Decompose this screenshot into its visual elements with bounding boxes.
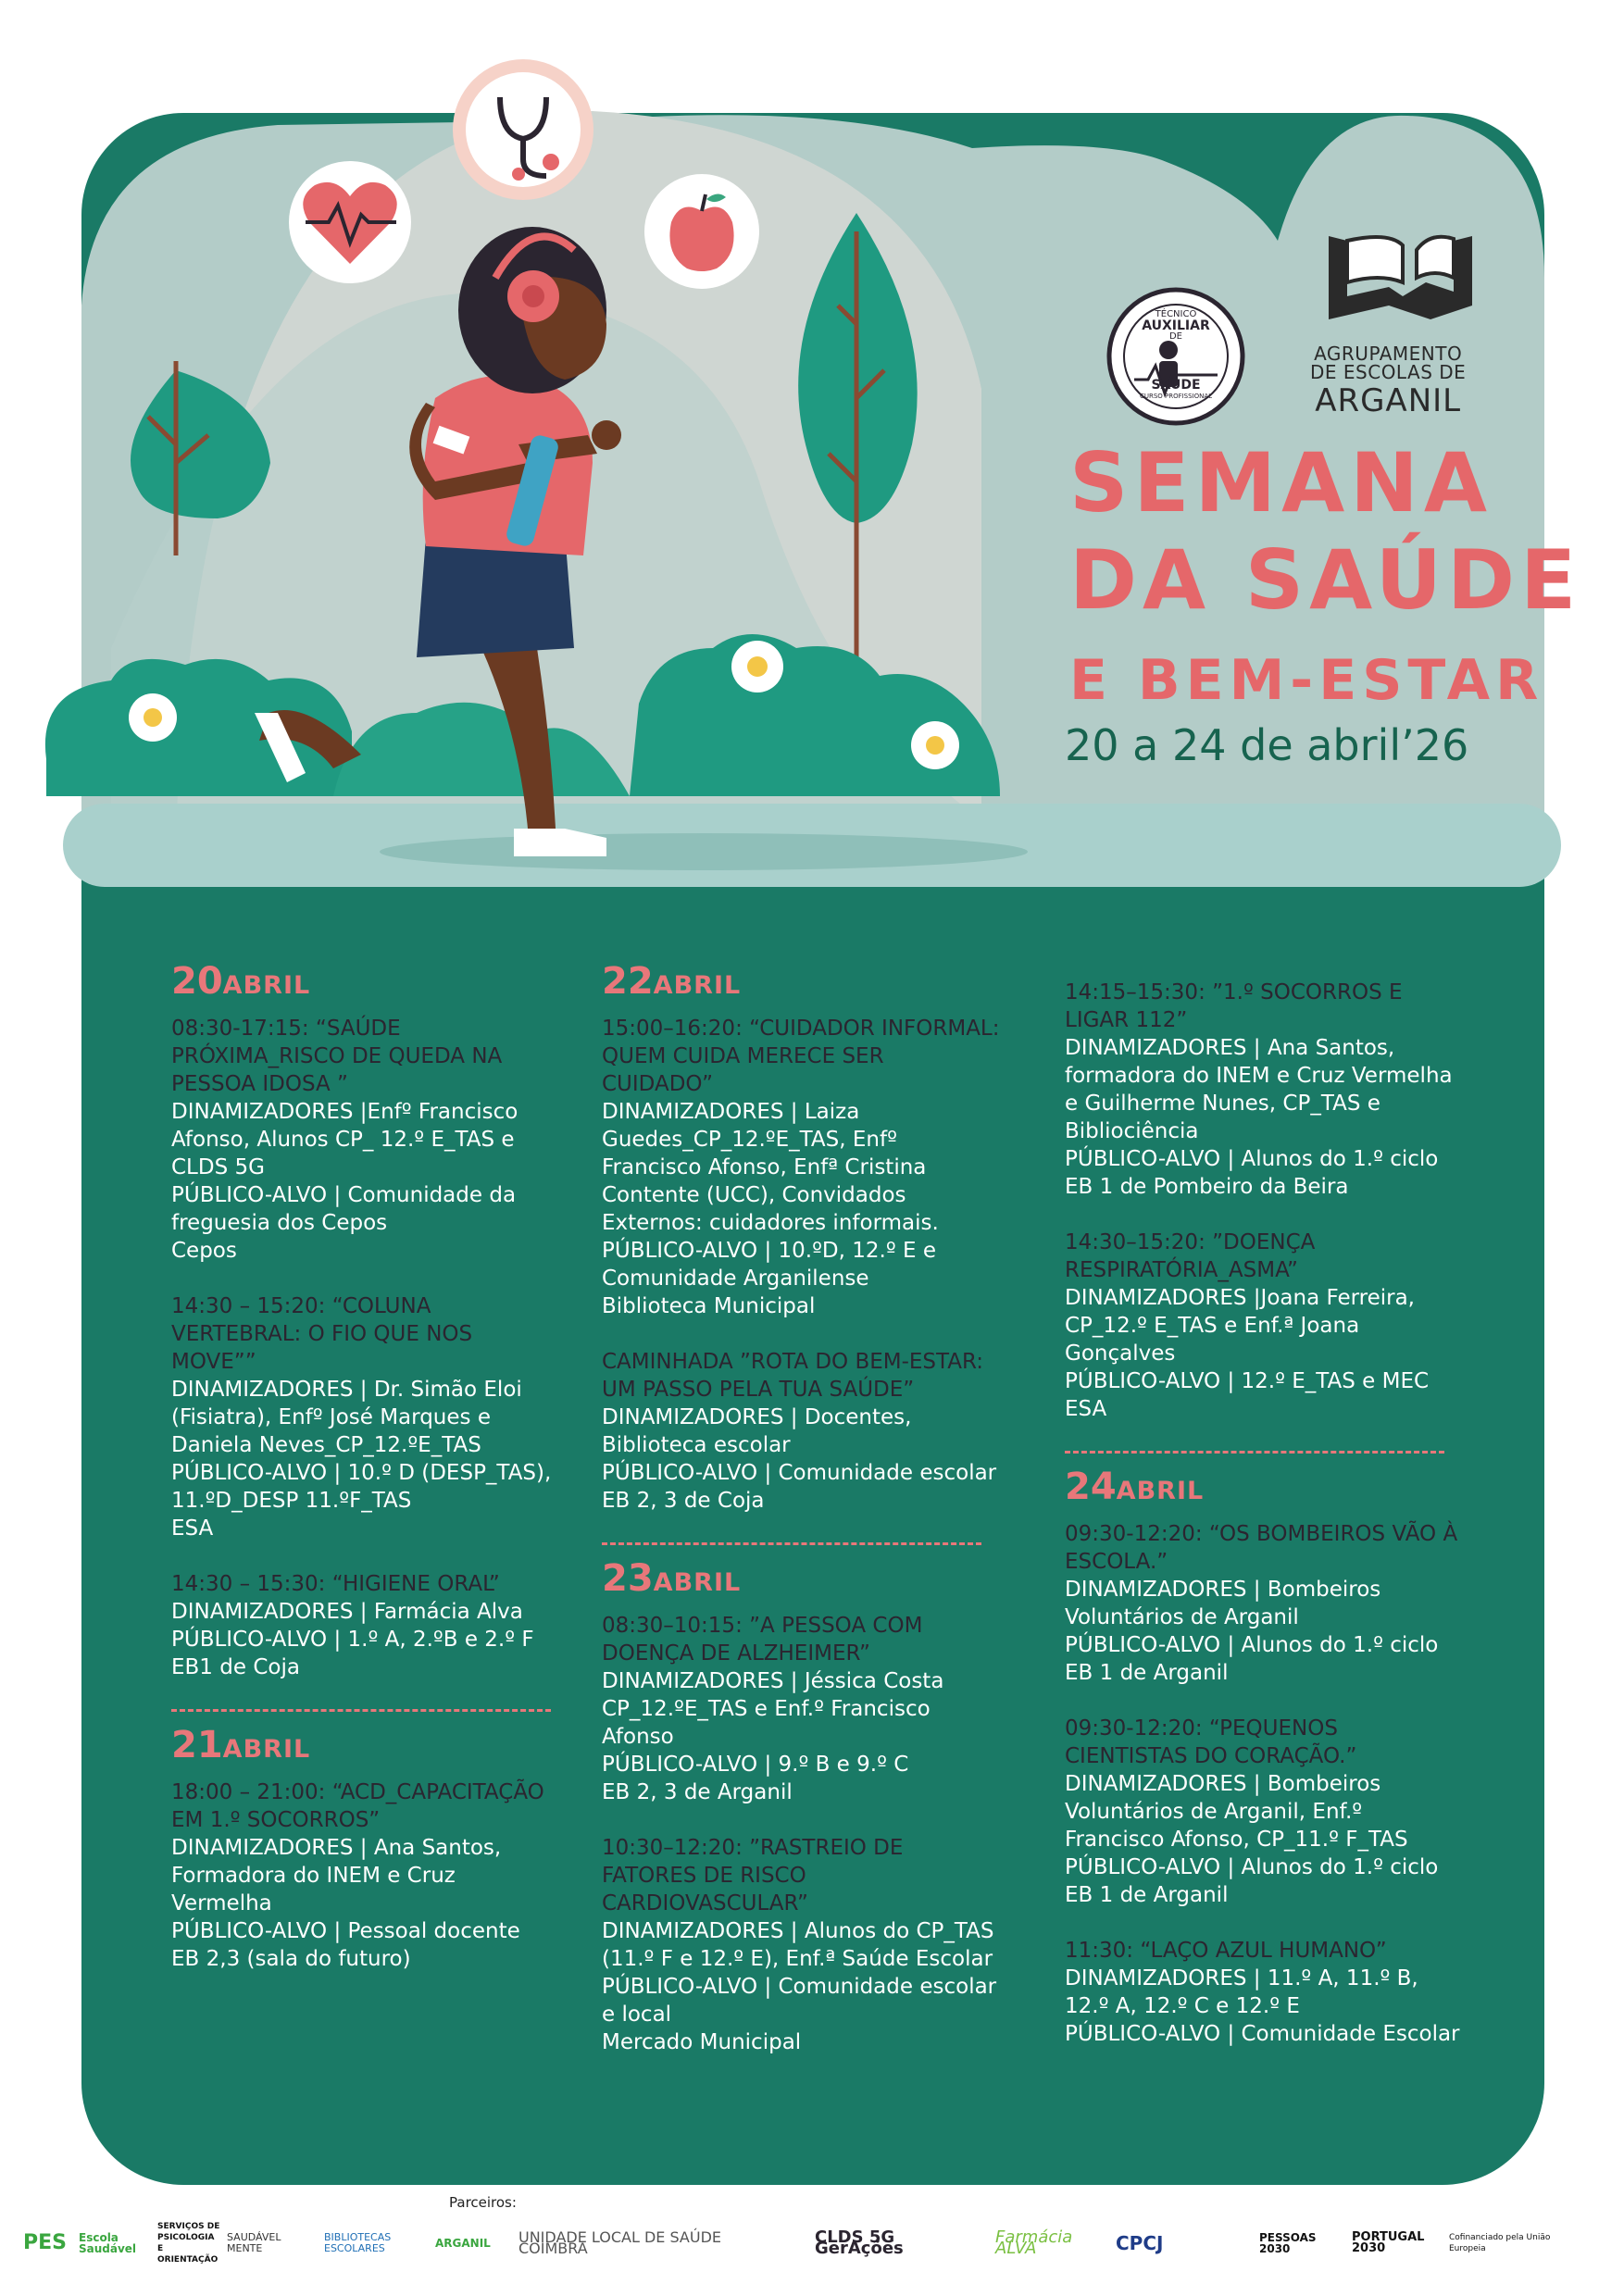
event-title: 09:30-12:20: “PEQUENOS CIENTISTAS DO CORAÇÃO.”	[1065, 1716, 1357, 1768]
partner-logo-text: BIBLIOTECAS ESCOLARES	[324, 2231, 392, 2254]
flower-right	[911, 721, 959, 769]
event-item	[1065, 979, 1463, 1201]
partner-logo-portugal2030	[1352, 2217, 1440, 2269]
partner-logo-text: PORTUGAL 2030	[1352, 2230, 1425, 2255]
badge-top: TÉCNICO	[1155, 309, 1197, 319]
day-heading	[171, 1724, 560, 1769]
event-title: 18:00 – 21:00: “ACD_CAPACITAÇÃO EM 1.º SOCORROS”	[171, 1780, 544, 1832]
event-detail: EB1 de Coja	[171, 1655, 300, 1679]
event-detail: DINAMIZADORES | Jéssica Costa CP_12.ºE_TAS e Enf.º Francisco Afonso	[602, 1669, 944, 1749]
event-detail: PÚBLICO-ALVO | Comunidade da freguesia dos Cepos	[171, 1183, 517, 1235]
partner-logo-pessoas2030	[1259, 2217, 1343, 2269]
path-shadow	[380, 833, 1028, 870]
badge-bottom: CURSO PROFISSIONAL	[1139, 393, 1213, 400]
event-detail: PÚBLICO-ALVO | Alunos do 1.º ciclo	[1065, 1633, 1439, 1657]
event-detail: DINAMIZADORES | Docentes, Biblioteca escolar	[602, 1405, 912, 1457]
partner-logo-text: Farmácia ALVA	[995, 2227, 1073, 2258]
event-detail: DINAMIZADORES | Dr. Simão Eloi (Fisiatra), Enfº José Marques e Daniela Neves_CP_12.ºE_TAS	[171, 1378, 522, 1457]
partner-logo-brasao	[745, 2217, 801, 2269]
apple-icon	[644, 174, 759, 289]
event-item	[602, 1348, 1000, 1515]
partner-logo-text: CLDS 5G GerAções	[815, 2227, 904, 2258]
day-heading	[602, 960, 1000, 1005]
event-detail: Cepos	[171, 1239, 237, 1263]
org-line3: ARGANIL	[1315, 382, 1462, 419]
day-month: ABRIL	[1116, 1477, 1205, 1505]
partner-logo-spo	[157, 2217, 222, 2269]
event-detail: PÚBLICO-ALVO | 10.º D (DESP_TAS), 11.ºD_DESP 11.ºF_TAS	[171, 1461, 552, 1513]
partner-logo-text: SAUDÁVEL MENTE	[227, 2231, 281, 2254]
event-title: 14:30 – 15:30: “HIGIENE ORAL”	[171, 1572, 500, 1596]
event-detail: PÚBLICO-ALVO | Alunos do 1.º ciclo	[1065, 1855, 1439, 1879]
partner-logo-ue	[1449, 2217, 1551, 2269]
day-number: 23	[602, 1557, 654, 1600]
partner-logo-text: PES	[23, 2231, 67, 2254]
badge-mid1: AUXILIAR	[1142, 318, 1210, 333]
day-number: 22	[602, 960, 654, 1003]
partner-logo-arganil	[435, 2217, 509, 2269]
event-item	[1065, 1715, 1463, 1909]
event-detail: DINAMIZADORES | Farmácia Alva	[171, 1600, 523, 1624]
flower-left	[129, 693, 177, 742]
day-month: ABRIL	[222, 971, 311, 1000]
day-heading	[171, 960, 560, 1005]
event-detail: EB 1 de Pombeiro da Beira	[1065, 1175, 1349, 1199]
org-line2: DE ESCOLAS DE	[1310, 361, 1467, 383]
event-title: 11:30: “LAÇO AZUL HUMANO”	[1065, 1939, 1387, 1963]
day-number: 21	[171, 1724, 223, 1766]
badge-mid2: DE	[1168, 331, 1183, 342]
event-detail: EB 2, 3 de Coja	[602, 1489, 765, 1513]
title-line-1: SEMANA	[1069, 435, 1493, 530]
day-separator	[602, 1542, 981, 1545]
event-detail: PÚBLICO-ALVO | 1.º A, 2.ºB e 2.º F	[171, 1628, 534, 1652]
event-detail: PÚBLICO-ALVO | 9.º B e 9.º C	[602, 1753, 909, 1777]
event-detail: DINAMIZADORES | 11.º A, 11.º B, 12.º A, 12.º C e 12.º E	[1065, 1966, 1418, 2018]
day-number: 20	[171, 960, 223, 1003]
day-separator	[171, 1709, 551, 1712]
event-title: 08:30-17:15: “SAÚDE PRÓXIMA_RISCO DE QUEDA NA PESSOA IDOSA ”	[171, 1017, 503, 1096]
event-title: 14:30 – 15:20: “COLUNA VERTEBRAL: O FIO QUE NOS MOVE””	[171, 1294, 473, 1374]
badge-mid3: SAÚDE	[1151, 378, 1201, 393]
heart-pulse-icon	[289, 161, 411, 283]
event-detail: PÚBLICO-ALVO | 10.ºD, 12.º E e Comunidade Arganilense	[602, 1239, 936, 1291]
event-detail: PÚBLICO-ALVO | Comunidade escolar	[602, 1461, 997, 1485]
event-item	[171, 1778, 560, 1973]
day-month: ABRIL	[653, 971, 742, 1000]
event-detail: PÚBLICO-ALVO | Comunidade Escolar	[1065, 2022, 1460, 2046]
event-item	[602, 1015, 1000, 1320]
partner-logo-text: CPCJ	[1116, 2232, 1164, 2254]
day-number: 24	[1065, 1466, 1117, 1508]
schedule-column-3	[1065, 979, 1463, 2076]
partner-logo-bibliotecas	[324, 2217, 426, 2269]
schedule-column-2	[602, 960, 1000, 2084]
event-detail: Mercado Municipal	[602, 2030, 802, 2054]
partner-logo-farmacia	[995, 2217, 1097, 2269]
flower-center	[731, 641, 783, 693]
event-detail: ESA	[1065, 1397, 1107, 1421]
event-detail: PÚBLICO-ALVO | Alunos do 1.º ciclo	[1065, 1147, 1439, 1171]
event-item	[1065, 1520, 1463, 1687]
stethoscope-icon	[466, 72, 581, 187]
title-line-2: DA SAÚDE	[1069, 532, 1582, 628]
org-line1: AGRUPAMENTO	[1314, 343, 1463, 365]
day-heading	[1065, 1468, 1463, 1511]
day-heading	[602, 1557, 1000, 1603]
event-title: CAMINHADA ”ROTA DO BEM-ESTAR: UM PASSO PELA TUA SAÚDE”	[602, 1350, 984, 1402]
event-title: 14:15–15:30: ”1.º SOCORROS E LIGAR 112”	[1065, 980, 1403, 1032]
event-title: 08:30–10:15: ”A PESSOA COM DOENÇA DE ALZHEIMER”	[602, 1614, 923, 1666]
event-detail: DINAMIZADORES | Alunos do CP_TAS (11.º F e 12.º E), Enf.ª Saúde Escolar	[602, 1919, 994, 1971]
partner-logo-text: SERVIÇOS DE PSICOLOGIA E ORIENTAÇÃO	[157, 2222, 220, 2265]
event-detail: PÚBLICO-ALVO | Comunidade escolar e local	[602, 1975, 997, 2027]
book-logo-icon	[1329, 236, 1472, 319]
event-item	[602, 1612, 1000, 1806]
event-detail: PÚBLICO-ALVO | Pessoal docente	[171, 1919, 520, 1943]
event-title: 09:30-12:20: “OS BOMBEIROS VÃO À ESCOLA.”	[1065, 1522, 1458, 1574]
day-separator	[1065, 1451, 1444, 1454]
partners-label: Parceiros:	[449, 2194, 517, 2211]
partner-logo-cpcj	[1116, 2217, 1245, 2269]
date-range: 20 a 24 de abril’26	[1065, 720, 1469, 770]
partner-logo-text: Cofinanciado pela União Europeia	[1449, 2233, 1551, 2253]
event-detail: PÚBLICO-ALVO | 12.º E_TAS e MEC	[1065, 1369, 1430, 1393]
event-detail: DINAMIZADORES | Bombeiros Voluntários de Arganil	[1065, 1578, 1381, 1629]
event-item	[1065, 1229, 1463, 1423]
event-detail: Biblioteca Municipal	[602, 1294, 816, 1318]
event-detail: EB 1 de Arganil	[1065, 1661, 1229, 1685]
partner-logo-clds	[815, 2217, 981, 2269]
event-detail: DINAMIZADORES | Ana Santos, Formadora do INEM e Cruz Vermelha	[171, 1836, 502, 1915]
event-detail: DINAMIZADORES | Ana Santos, formadora do INEM e Cruz Vermelha e Guilherme Nunes, CP_TAS e Bibliociência	[1065, 1036, 1453, 1143]
badge-text	[1116, 310, 1236, 400]
partner-logo-text: PESSOAS 2030	[1259, 2231, 1317, 2255]
partner-logo-saudavel-mente	[227, 2217, 319, 2269]
event-detail: ESA	[171, 1516, 214, 1541]
event-title: 14:30–15:20: ”DOENÇA RESPIRATÓRIA_ASMA”	[1065, 1230, 1316, 1282]
org-name	[1310, 344, 1466, 417]
event-item	[602, 1834, 1000, 2056]
event-detail: DINAMIZADORES | Laiza Guedes_CP_12.ºE_TAS, Enfº Francisco Afonso, Enfª Cristina Contente (UCC), Convidados Externos: cuidadores informais.	[602, 1100, 939, 1235]
event-item	[171, 1015, 560, 1265]
event-title: 15:00–16:20: “CUIDADOR INFORMAL: QUEM CUIDA MERECE SER CUIDADO”	[602, 1017, 1000, 1096]
partner-logo-text: UNIDADE LOCAL DE SAÚDE COIMBRA	[518, 2228, 722, 2257]
partner-logo-text: Escola Saudável	[79, 2231, 137, 2255]
partner-logo-escola-saudavel	[79, 2217, 148, 2269]
day-month: ABRIL	[653, 1568, 742, 1597]
event-detail: DINAMIZADORES | Bombeiros Voluntários de Arganil, Enf.º Francisco Afonso, CP_11.º F_TAS	[1065, 1772, 1408, 1852]
partner-logo-text: ARGANIL	[435, 2237, 491, 2250]
event-detail: DINAMIZADORES |Enfº Francisco Afonso, Alunos CP_ 12.º E_TAS e CLDS 5G	[171, 1100, 518, 1179]
event-title: 10:30–12:20: ”RASTREIO DE FATORES DE RISCO CARDIOVASCULAR”	[602, 1836, 904, 1915]
partner-logo-uls	[518, 2217, 736, 2269]
schedule-column-1	[171, 960, 560, 2001]
partner-logo-PES	[23, 2217, 74, 2269]
event-detail: EB 2,3 (sala do futuro)	[171, 1947, 411, 1971]
event-item	[171, 1570, 560, 1681]
event-detail: EB 2, 3 de Arganil	[602, 1780, 793, 1804]
event-item	[171, 1292, 560, 1542]
event-detail: DINAMIZADORES |Joana Ferreira, CP_12.º E_TAS e Enf.ª Joana Gonçalves	[1065, 1286, 1415, 1366]
event-detail: EB 1 de Arganil	[1065, 1883, 1229, 1907]
title-line-3: E BEM-ESTAR	[1069, 648, 1544, 713]
event-item	[1065, 1937, 1463, 2048]
day-month: ABRIL	[222, 1735, 311, 1764]
